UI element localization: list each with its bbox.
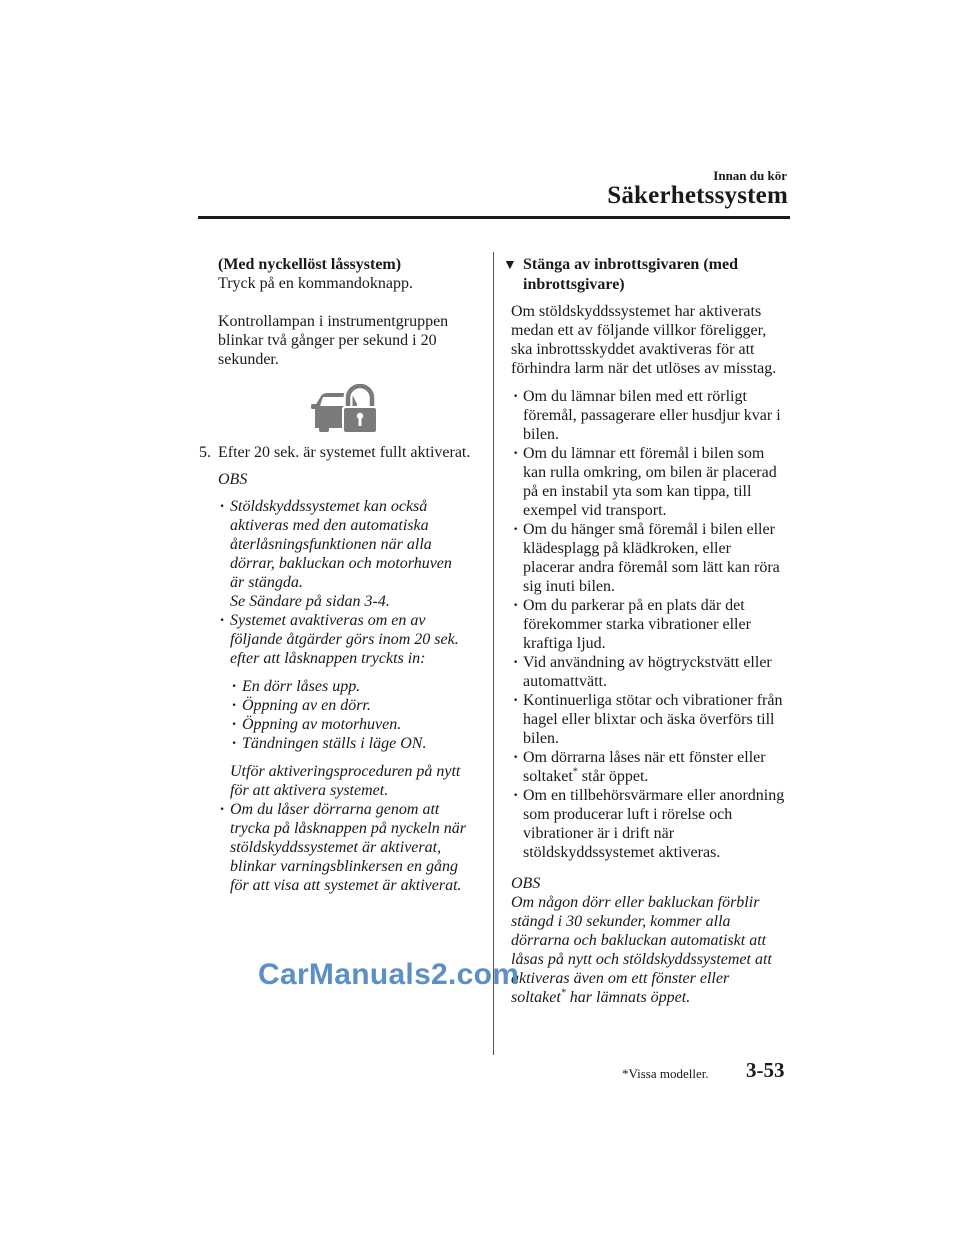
sub-bullet: · Öppning av motorhuven.: [230, 715, 480, 734]
list-item: · Om en tillbehörsvärmare eller anordning som producerar luft i rörelse och vibrationer är i drift när stöldskyddssystemet aktiveras.: [511, 786, 796, 862]
indicator-line: sekunder.: [218, 351, 279, 368]
obs-note: Om någon dörr eller bakluckan förblir stängd i 30 sekunder, kommer alla dörrarna och bakluckan automatiskt att låsas på nytt och stöldskyddssystemet att aktiveras även om ett fönster eller soltaket* har lämnats öppet.: [511, 894, 772, 1006]
obs-label: OBS: [511, 875, 541, 892]
sub-bullet: · Öppning av en dörr.: [230, 696, 480, 715]
triangle-marker-icon: ▼: [503, 258, 517, 273]
note-bullet: · Systemet avaktiveras om en av följande åtgärder görs inom 20 sek. efter att låsknappen tryckts in:: [218, 611, 480, 668]
right-column: [503, 255, 796, 1007]
watermark: CarManuals2.com: [258, 958, 520, 991]
intro-line: Om stöldskyddssystemet har aktiverats: [511, 303, 762, 320]
list-item: · Om du parkerar på en plats där det förekommer starka vibrationer eller kraftiga ljud.: [511, 596, 796, 653]
indicator-line: blinkar två gånger per sekund i 20: [218, 332, 437, 349]
keyless-heading: (Med nyckellöst låssystem): [218, 256, 402, 273]
list-item: · Vid användning av högtryckstvätt eller automattvätt.: [511, 653, 796, 691]
redo-text: Utför aktiveringsproceduren på nytt för att aktivera systemet.: [230, 763, 461, 799]
sub-bullet: · Tändningen ställs i läge ON.: [230, 734, 480, 753]
step-number: 5.: [199, 444, 211, 461]
footer-note: *Vissa modeller.: [622, 1066, 709, 1081]
page-title: Säkerhetssystem: [607, 182, 788, 209]
section-heading-cont: inbrottsgivare): [523, 276, 625, 293]
sub-bullet: · En dörr låses upp.: [230, 677, 480, 696]
header-rule: [198, 216, 790, 219]
list-item: · Om du lämnar ett föremål i bilen som kan rulla omkring, om bilen är placerad på en instabil yta som kan tippa, till exempel vid transport.: [511, 444, 796, 520]
intro-line: ska inbrottsskyddet avaktiveras för att: [511, 341, 755, 358]
list-item: · Om du hänger små föremål i bilen eller klädesplagg på klädkroken, eller placerar andra föremål som lätt kan röra sig inuti bilen.: [511, 520, 796, 596]
note-bullet: · Om du låser dörrarna genom att trycka på låsknappen på nyckeln när stöldskyddssystemet är aktiverat, blinkar varningsblinkersen en gång för att visa att systemet är aktiverat.: [218, 800, 480, 895]
note-bullet: · Stöldskyddssystemet kan också aktiveras med den automatiska återlåsningsfunktionen när alla dörrar, bakluckan och motorhuven är stängda. Se Sändare på sidan 3-4.: [218, 497, 480, 611]
indicator-line: Kontrollampan i instrumentgruppen: [218, 313, 449, 330]
intro-line: medan ett av följande villkor föreligger,: [511, 322, 767, 339]
asterisk-marker: *: [560, 987, 566, 999]
intro-line: förhindra larm när det utlöses av misstag.: [511, 360, 777, 377]
list-item: · Kontinuerliga stötar och vibrationer från hagel eller blixtar och äska överförs till bilen.: [511, 691, 796, 748]
step-text: Efter 20 sek. är systemet fullt aktiverat.: [218, 444, 471, 461]
list-item: · Om du lämnar bilen med ett rörligt föremål, passagerare eller husdjur kvar i bilen.: [511, 387, 796, 444]
list-item: · Om dörrarna låses när ett fönster eller soltaket* står öppet.: [511, 748, 796, 786]
section-label: Innan du kör: [713, 168, 787, 183]
obs-label: OBS: [218, 471, 248, 488]
asterisk-marker: *: [572, 766, 578, 778]
step-5: [199, 443, 484, 462]
left-column: [199, 255, 480, 895]
column-divider: [493, 252, 494, 1055]
page-number: 3-53: [746, 1058, 785, 1082]
section-heading: ▼ Stänga av inbrottsgivaren (med: [503, 256, 738, 273]
security-lock-icon: [307, 384, 379, 436]
keyless-text: Tryck på en kommandoknapp.: [218, 275, 413, 292]
